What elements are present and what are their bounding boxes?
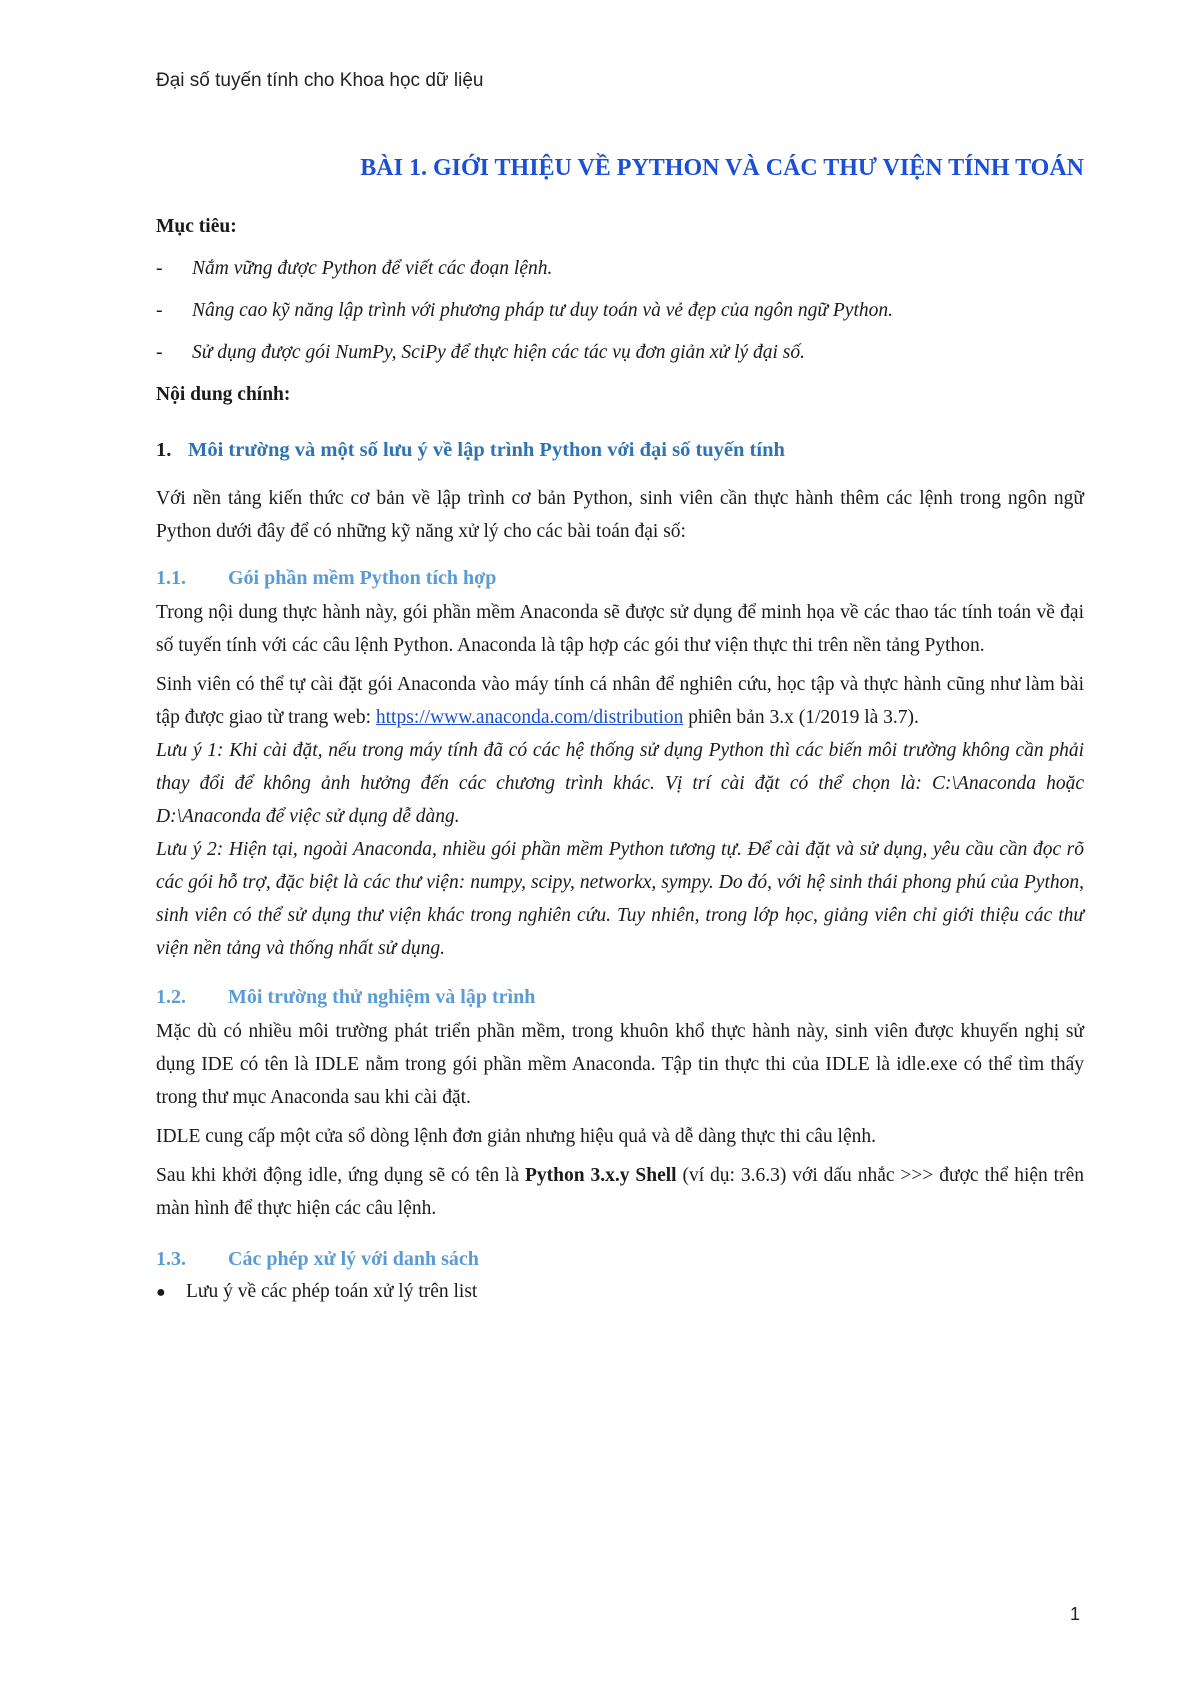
section-title: Môi trường thử nghiệm và lập trình xyxy=(228,986,536,1008)
main-content-label: Nội dung chính: xyxy=(156,384,291,405)
section-1-2-shell-paragraph xyxy=(156,1159,1084,1225)
note-2: Lưu ý 2: Hiện tại, ngoài Anaconda, nhiều gói phần mềm Python tương tự. Để cài đặt và sử dụng, yêu cầu cần đọc rõ các gói hỗ trợ, đặc biệt là các thư viện: numpy, scipy, networkx, sympy. Do đó, với hệ sinh thái phong phú của Python, sinh viên có thể sử dụng thư viện khác trong nghiên cứu. Tuy nhiên, trong lớp học, giảng viên chỉ giới thiệu các thư viện nền tảng và thống nhất sử dụng. xyxy=(156,839,1084,959)
dash-marker: - xyxy=(156,300,163,321)
objectives-list xyxy=(156,256,1084,366)
section-number: 1.3. xyxy=(156,1248,186,1270)
lesson-title: BÀI 1. GIỚI THIỆU VỀ PYTHON VÀ CÁC THƯ VIỆN TÍNH TOÁN xyxy=(360,155,1084,181)
running-header: Đại số tuyến tính cho Khoa học dữ liệu xyxy=(156,70,484,91)
objectives-label: Mục tiêu: xyxy=(156,216,237,237)
objective-text: Nắm vững được Python để viết các đoạn lệnh. xyxy=(192,258,553,279)
section-title: Gói phần mềm Python tích hợp xyxy=(228,567,497,589)
section-1-3-heading xyxy=(156,1245,1084,1273)
section-1-2-paragraph: Mặc dù có nhiều môi trường phát triển phần mềm, trong khuôn khổ thực hành này, sinh viên được khuyến nghị sử dụng IDE có tên là IDLE nằm trong gói phần mềm Anaconda. Tập tin thực thi của IDLE là idle.exe có thể tìm thấy trong thư mục Anaconda sau khi cài đặt. xyxy=(156,1021,1084,1108)
note-1: Lưu ý 1: Khi cài đặt, nếu trong máy tính đã có các hệ thống sử dụng Python thì các biến môi trường không cần phải thay đổi để không ảnh hưởng đến các chương trình khác. Vị trí cài đặt có thể chọn là: C:\Anaconda hoặc D:\Anaconda để việc sử dụng dễ dàng. xyxy=(156,740,1084,827)
section-1-2-idle-paragraph: IDLE cung cấp một cửa sổ dòng lệnh đơn giản nhưng hiệu quả và dễ dàng thực thi câu lệnh. xyxy=(156,1126,876,1147)
section-number: 1. xyxy=(156,439,172,461)
objective-text: Sử dụng được gói NumPy, SciPy để thực hiện các tác vụ đơn giản xử lý đại số. xyxy=(192,342,806,363)
anaconda-download-link[interactable]: https://www.anaconda.com/distribution xyxy=(375,707,684,728)
section-1-1-install-paragraph xyxy=(156,668,1084,734)
objective-item xyxy=(156,298,1084,324)
objective-item xyxy=(156,340,1084,366)
dash-marker: - xyxy=(156,342,163,363)
bullet-text: Lưu ý về các phép toán xử lý trên list xyxy=(186,1281,478,1302)
shell-text-rest: (ví dụ: 3.6.3) với dấu nhắc >>> được thể hiện trên màn hình để thực hiện các câu lệnh. xyxy=(156,1165,1084,1219)
dash-marker: - xyxy=(156,258,163,279)
objective-text: Nâng cao kỹ năng lập trình với phương pháp tư duy toán và vẻ đẹp của ngôn ngữ Python. xyxy=(192,300,893,321)
install-version-text: phiên bản 3.x (1/2019 là 3.7). xyxy=(683,707,919,728)
section-title: Các phép xử lý với danh sách xyxy=(228,1248,479,1270)
page-content xyxy=(156,152,1084,1308)
install-text: Sinh viên có thể tự cài đặt gói Anaconda vào máy tính cá nhân để nghiên cứu, học tập và thực hành cũng như làm bài tập được giao từ trang web: xyxy=(156,674,1084,728)
section-1-intro: Với nền tảng kiến thức cơ bản về lập trình cơ bản Python, sinh viên cần thực hành thêm các lệnh trong ngôn ngữ Python dưới đây để có những kỹ năng xử lý cho các bài toán đại số: xyxy=(156,488,1084,542)
shell-text: Sau khi khởi động idle, ứng dụng sẽ có tên là xyxy=(156,1165,526,1186)
section-1-2-heading xyxy=(156,983,1084,1011)
bullet-item xyxy=(156,1277,1084,1308)
section-1-1-heading xyxy=(156,564,1084,592)
section-title: Môi trường và một số lưu ý về lập trình Python với đại số tuyến tính xyxy=(188,439,785,461)
section-1-heading xyxy=(156,436,1084,464)
page-number: 1 xyxy=(1069,1604,1080,1624)
bullet-icon: ● xyxy=(156,1284,166,1301)
section-number: 1.2. xyxy=(156,986,186,1008)
section-number: 1.1. xyxy=(156,567,186,589)
section-1-1-paragraph: Trong nội dung thực hành này, gói phần mềm Anaconda sẽ được sử dụng để minh họa về các thao tác tính toán về đại số tuyến tính với các câu lệnh Python. Anaconda là tập hợp các gói thư viện thực thi trên nền tảng Python. xyxy=(156,602,1084,656)
objective-item xyxy=(156,256,1084,282)
shell-name: Python 3.x.y Shell xyxy=(525,1165,677,1186)
